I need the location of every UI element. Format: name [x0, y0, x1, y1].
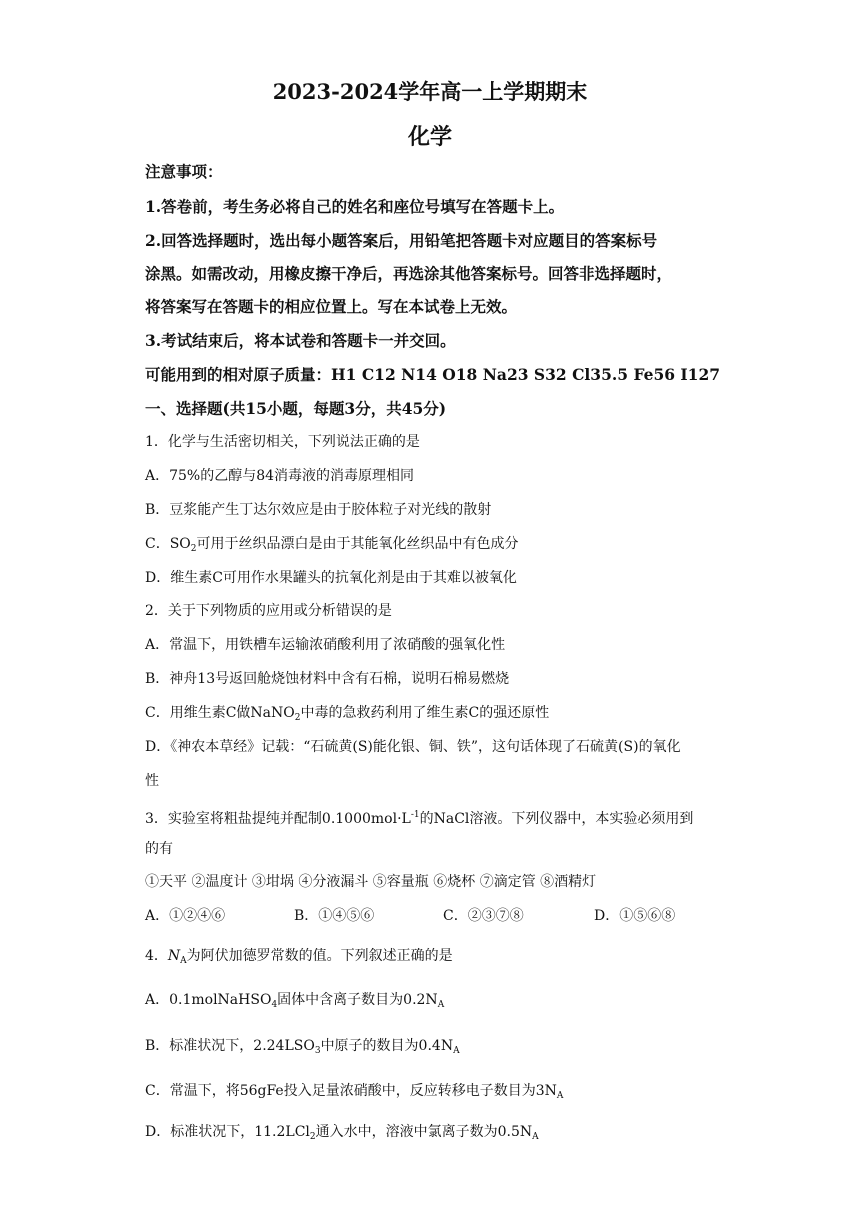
q3-instruments: ①天平 ②温度计 ③坩埚 ④分液漏斗 ⑤容量瓶 ⑥烧杯 ⑦滴定管 ⑧酒精灯 [145, 874, 597, 890]
q2-option-c-post: 中毒的急救药利用了维生素C的强还原性 [300, 705, 550, 721]
q3-stem-pre: 3．实验室将粗盐提纯并配制 [145, 811, 322, 827]
q2-option-a: A．常温下，用铁槽车运输浓硝酸利用了浓硝酸的强氧化性 [145, 637, 506, 653]
q1-option-c-pre: C．SO [145, 536, 191, 552]
q3-stem-line-1 [145, 805, 693, 829]
q4-option-b-pre: B．标准状况下，2.24LSO [145, 1038, 315, 1054]
notice-item-2-line-1: 2.回答选择题时，选出每小题答案后，用铅笔把答题卡对应题目的答案标号 [145, 231, 658, 250]
q4-option-a-sub-2: A [437, 1000, 445, 1010]
q2-option-d-line-1: D．《神农本草经》记载：“石硫黄(S)能化银、铜、铁”，这句话体现了石硫黄(S)的氧化 [145, 739, 681, 755]
q1-option-b: B．豆浆能产生丁达尔效应是由于胶体粒子对光线的散射 [145, 502, 492, 518]
q1-option-a: A．75%的乙醇与84消毒液的消毒原理相同 [145, 468, 415, 484]
q3-stem-post: 的NaCl溶液。下列仪器中，本实验必须用到 [419, 811, 694, 827]
q1-option-c [145, 534, 519, 559]
q4-option-c-sub: A [556, 1091, 564, 1101]
notice-item-2-line-2: 涂黑。如需改动，用橡皮擦干净后，再选涂其他答案标号。回答非选择题时， [145, 264, 673, 283]
q2-option-c-pre: C．用维生素C做NaNO [145, 705, 295, 721]
q4-option-a [145, 990, 444, 1015]
atomic-masses: 可能用到的相对原子质量：H1 C12 N14 O18 Na23 S32 Cl35.5 Fe56 I127 [145, 365, 721, 384]
q4-stem-post: 为阿伏加德罗常数的值。下列叙述正确的是 [186, 948, 453, 964]
q4-option-a-pre: A．0.1molNaHSO [145, 992, 272, 1008]
q4-option-c [145, 1081, 563, 1106]
q1-stem: 1．化学与生活密切相关，下列说法正确的是 [145, 434, 420, 450]
notice-heading: 注意事项： [145, 162, 223, 181]
q4-option-b [145, 1036, 460, 1061]
q4-option-c-pre: C．常温下，将56gFe投入足量浓硝酸中，反应转移电子数目为3N [145, 1083, 557, 1099]
q4-na-symbol: N [167, 948, 181, 964]
q3-option-c: C．②③⑦⑧ [443, 908, 524, 924]
q2-option-c-sub: 2 [294, 713, 301, 723]
q3-concentration-sup: -1 [410, 810, 420, 820]
q1-option-c-post: 可用于丝织品漂白是由于其能氧化丝织品中有色成分 [196, 536, 519, 552]
notice-item-1: 1.答卷前，考生务必将自己的姓名和座位号填写在答题卡上。 [145, 197, 565, 216]
q2-option-c [145, 703, 549, 728]
q4-option-d-mid: 通入水中，溶液中氯离子数为0.5N [315, 1124, 533, 1140]
q4-stem-num: 4． [145, 948, 168, 964]
q3-stem-line-2: 的有 [145, 841, 173, 857]
q4-option-d-sub-2: A [532, 1132, 539, 1142]
q4-option-d [145, 1122, 539, 1147]
q2-option-b: B．神舟13号返回舱烧蚀材料中含有石棉，说明石棉易燃烧 [145, 671, 510, 687]
q3-option-d: D．①⑤⑥⑧ [594, 908, 676, 924]
q3-option-a: A．①②④⑥ [145, 908, 226, 924]
q1-option-d: D．维生素C可用作水果罐头的抗氧化剂是由于其难以被氧化 [145, 570, 517, 586]
q4-option-a-sub-1: 4 [271, 1000, 278, 1010]
exam-subject: 化学 [407, 124, 452, 150]
q3-concentration: 0.1000mol·L [321, 811, 411, 827]
q2-option-d-line-2: 性 [145, 773, 159, 789]
q4-option-d-pre: D．标准状况下，11.2LCl [145, 1124, 310, 1140]
notice-item-3: 3.考试结束后，将本试卷和答题卡一并交回。 [145, 331, 456, 350]
q4-na-sub: A [180, 956, 187, 966]
notice-item-2-line-3: 将答案写在答题卡的相应位置上。写在本试卷上无效。 [145, 297, 518, 316]
q4-stem [145, 946, 453, 971]
q2-stem: 2．关于下列物质的应用或分析错误的是 [145, 603, 392, 619]
q4-option-b-sub-2: A [453, 1046, 460, 1056]
section-1-heading: 一、选择题(共15小题，每题3分，共45分) [145, 399, 447, 418]
q3-option-b: B．①④⑤⑥ [294, 908, 375, 924]
q4-option-d-sub-1: 2 [309, 1132, 316, 1142]
q1-option-c-sub: 2 [190, 544, 197, 554]
q4-option-a-mid: 固体中含离子数目为0.2N [277, 992, 438, 1008]
q4-option-b-sub-1: 3 [314, 1046, 321, 1056]
exam-title: 2023-2024学年高一上学期期末 [272, 79, 588, 104]
q4-option-b-mid: 中原子的数目为0.4N [320, 1038, 454, 1054]
